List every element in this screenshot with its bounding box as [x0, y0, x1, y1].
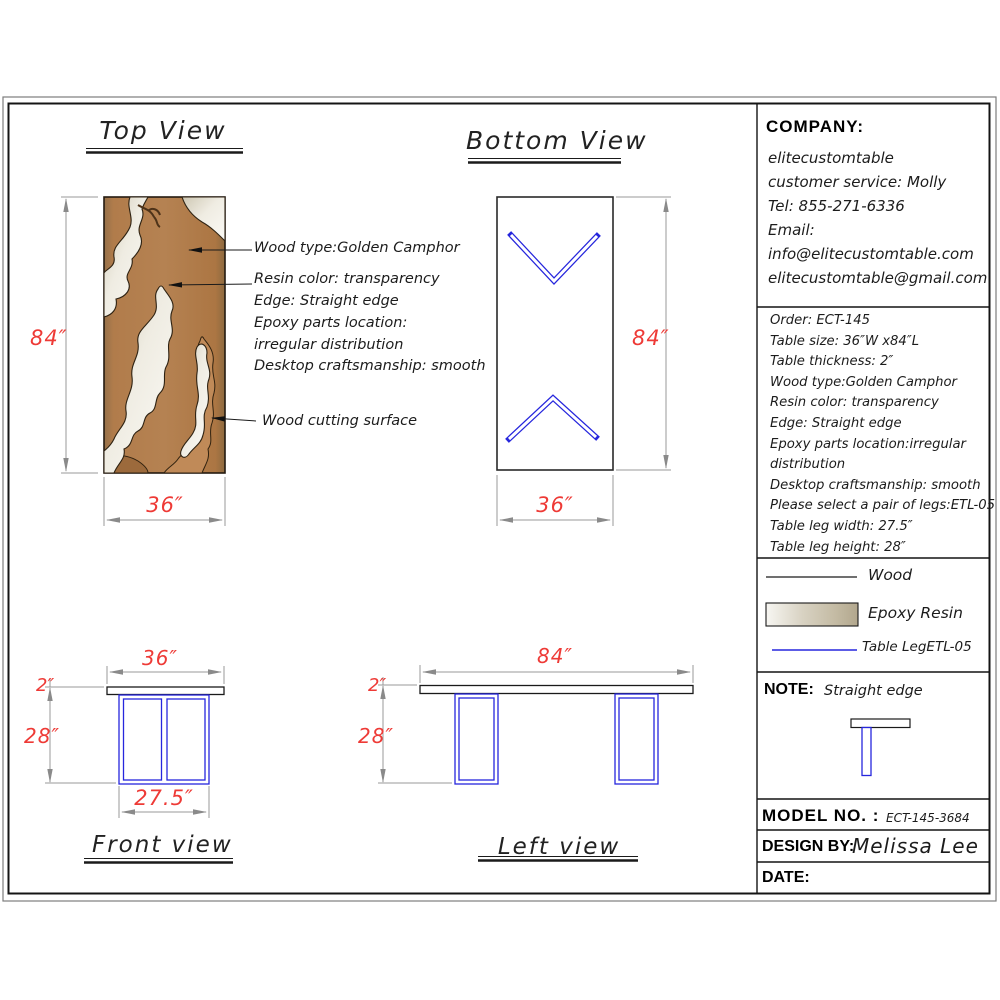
bottom-view-height-dim: 84″ [632, 326, 670, 350]
order-details [770, 311, 995, 558]
left-view-thickness-dim: 2″ [368, 675, 387, 696]
order-legs: Please select a pair of legs:ETL-05 [770, 498, 995, 514]
order-epoxy-location-1: Epoxy parts location:irregular [770, 436, 966, 452]
order-wood-type: Wood type:Golden Camphor [770, 374, 957, 390]
label-wood-type: Wood type:Golden Camphor [254, 240, 460, 256]
front-view-thickness-dim: 2″ [36, 675, 55, 696]
date-label: DATE: [762, 869, 810, 886]
label-epoxy-location-1: Epoxy parts location: [254, 315, 408, 331]
company-email-label: Email: [768, 221, 815, 239]
order-leg-height: Table leg height: 28″ [770, 539, 906, 555]
order-leg-width: Table leg width: 27.5″ [770, 518, 913, 534]
top-view-width-dim: 36″ [146, 493, 184, 517]
top-view-title: Top View [99, 116, 227, 145]
order-epoxy-location-2: distribution [770, 457, 846, 473]
front-view-width-dim: 36″ [142, 646, 178, 670]
bottom-view-width-dim: 36″ [536, 493, 574, 517]
company-customer-service: customer service: Molly [768, 173, 947, 191]
legend-wood-label: Wood [868, 566, 913, 584]
note-text: Straight edge [824, 683, 923, 699]
left-view-width-dim: 84″ [537, 644, 573, 668]
label-resin-color: Resin color: transparency [254, 271, 440, 287]
front-view-leg-width-dim: 27.5″ [134, 786, 194, 810]
company-info [768, 146, 987, 290]
left-view-geometry [420, 686, 693, 785]
label-craftsmanship: Desktop craftsmanship: smooth [254, 358, 486, 374]
left-view-leg-height-dim: 28″ [358, 724, 394, 748]
order-resin-color: Resin color: transparency [770, 395, 939, 411]
order-number: Order: ECT-145 [770, 313, 870, 328]
order-table-size: Table size: 36″W x84″L [770, 333, 920, 349]
legend-epoxy-swatch [766, 603, 858, 626]
label-epoxy-location-2: irregular distribution [254, 337, 404, 353]
company-heading: COMPANY: [766, 117, 865, 136]
front-view-geometry [107, 687, 224, 784]
model-no-label: MODEL NO. : [762, 806, 880, 825]
company-email-1: info@elitecustomtable.com [768, 245, 974, 263]
company-name: elitecustomtable [768, 149, 894, 167]
legend-leg-label: Table LegETL-05 [862, 639, 972, 655]
legend-epoxy-label: Epoxy Resin [868, 604, 963, 622]
design-by-value: Melissa Lee [852, 834, 979, 858]
label-edge: Edge: Straight edge [254, 293, 399, 309]
model-no-value: ECT-145-3684 [886, 811, 970, 825]
wood-slab [104, 197, 225, 473]
order-table-thickness: Table thickness: 2″ [770, 354, 894, 370]
front-view-leg-height-dim: 28″ [24, 724, 60, 748]
order-edge: Edge: Straight edge [770, 415, 902, 431]
company-phone: Tel: 855-271-6336 [768, 197, 905, 215]
design-by-label: DESIGN BY: [762, 838, 855, 855]
front-view-title: Front view [92, 832, 233, 858]
label-cutting-surface: Wood cutting surface [262, 413, 418, 429]
company-email-2: elitecustomtable@gmail.com [768, 269, 988, 287]
bottom-view-title: Bottom View [466, 126, 648, 155]
note-heading: NOTE: [764, 681, 814, 698]
left-view-title: Left view [497, 834, 621, 860]
note-edge-diagram [851, 719, 910, 776]
top-view-height-dim: 84″ [30, 326, 68, 350]
order-craftsmanship: Desktop craftsmanship: smooth [770, 477, 981, 493]
